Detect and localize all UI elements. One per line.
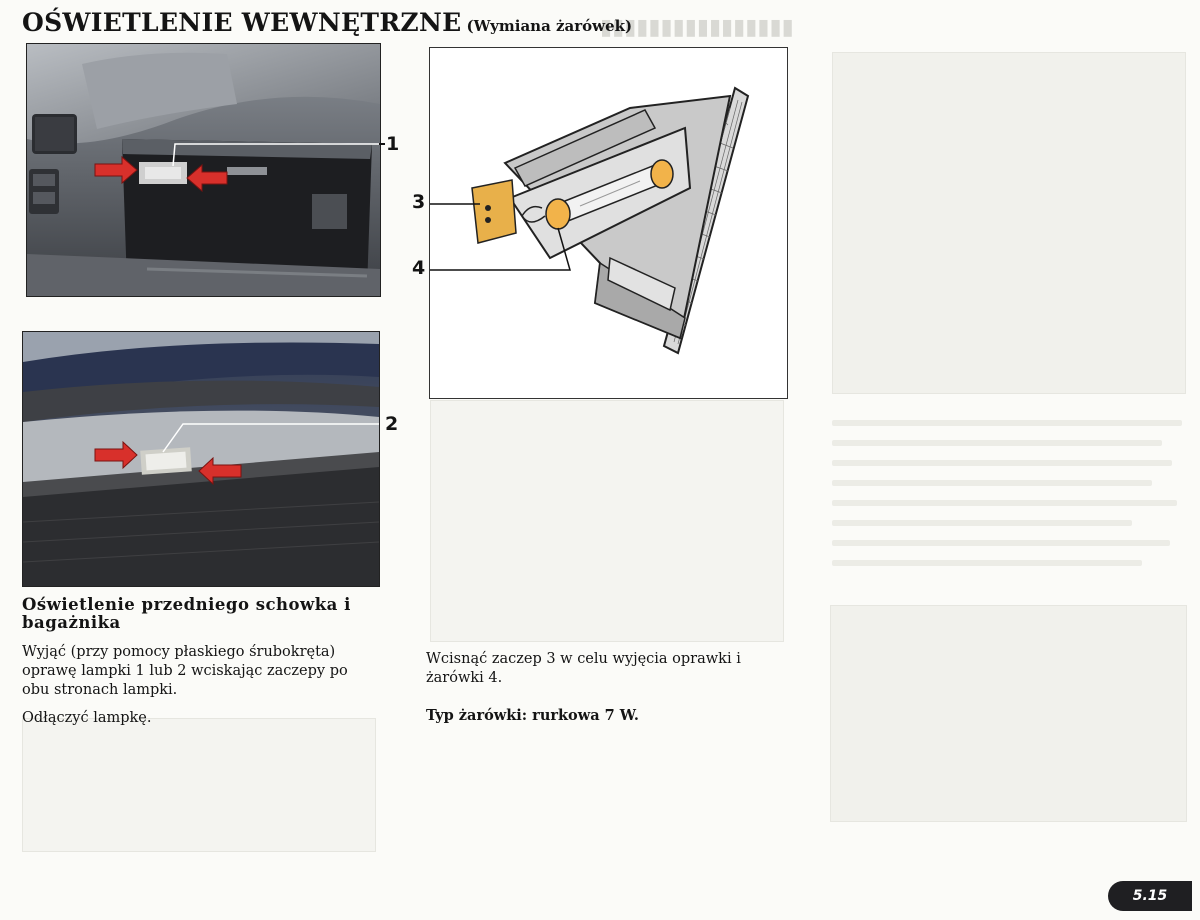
bulb-type: Typ żarówki: rurkowa 7 W. bbox=[426, 707, 639, 724]
bleed-through-box-middle bbox=[430, 400, 784, 642]
lamp-holder-diagram bbox=[429, 47, 788, 399]
photo1-callout-leader bbox=[379, 143, 385, 145]
bleed-line bbox=[832, 560, 1142, 566]
glovebox-lamp-photo bbox=[26, 43, 381, 297]
bleed-through-box bbox=[830, 605, 1187, 822]
bleed-line bbox=[832, 420, 1182, 426]
bleed-through-text: ▮▮▮▮▮▮▮▮▮▮▮▮▮▮▮▮ bbox=[600, 14, 794, 40]
page-number: 5.15 bbox=[1132, 888, 1168, 904]
instruction-remove-lamp: Wyjąć (przy pomocy płaskiego śrubokręta) oprawę lampki 1 lub 2 wciskając zaczepy po obu stronach lampki. bbox=[22, 644, 348, 698]
instruction-press-clip: Wcisnąć zaczep 3 w celu wyjęcia oprawki i żarówki 4. bbox=[426, 651, 741, 686]
bleed-line bbox=[832, 440, 1162, 446]
bleed-line bbox=[832, 500, 1177, 506]
instruction-disconnect-lamp: Odłączyć lampkę. bbox=[22, 710, 152, 726]
diagram-callout-clip: 3 bbox=[412, 191, 426, 213]
page-title bbox=[22, 8, 632, 37]
page-title-subtitle: (Wymiana żarówek) bbox=[466, 17, 633, 35]
bleed-through-figure bbox=[832, 52, 1186, 394]
page-title-main: OŚWIETLENIE WEWNĘTRZNE bbox=[22, 8, 462, 37]
diagram-callout-bulb: 4 bbox=[412, 257, 426, 279]
bleed-line bbox=[832, 480, 1152, 486]
page-number-badge bbox=[1108, 881, 1192, 911]
photo2-callout-number: 2 bbox=[385, 413, 399, 435]
bleed-through-box-left bbox=[22, 718, 376, 852]
photo1-callout-number: 1 bbox=[386, 133, 400, 155]
bleed-line bbox=[832, 540, 1170, 546]
section-heading: Oświetlenie przedniego schowka i bagażnika bbox=[22, 595, 351, 632]
bleed-line bbox=[832, 520, 1132, 526]
bleed-line bbox=[832, 460, 1172, 466]
boot-lamp-photo bbox=[22, 331, 380, 587]
